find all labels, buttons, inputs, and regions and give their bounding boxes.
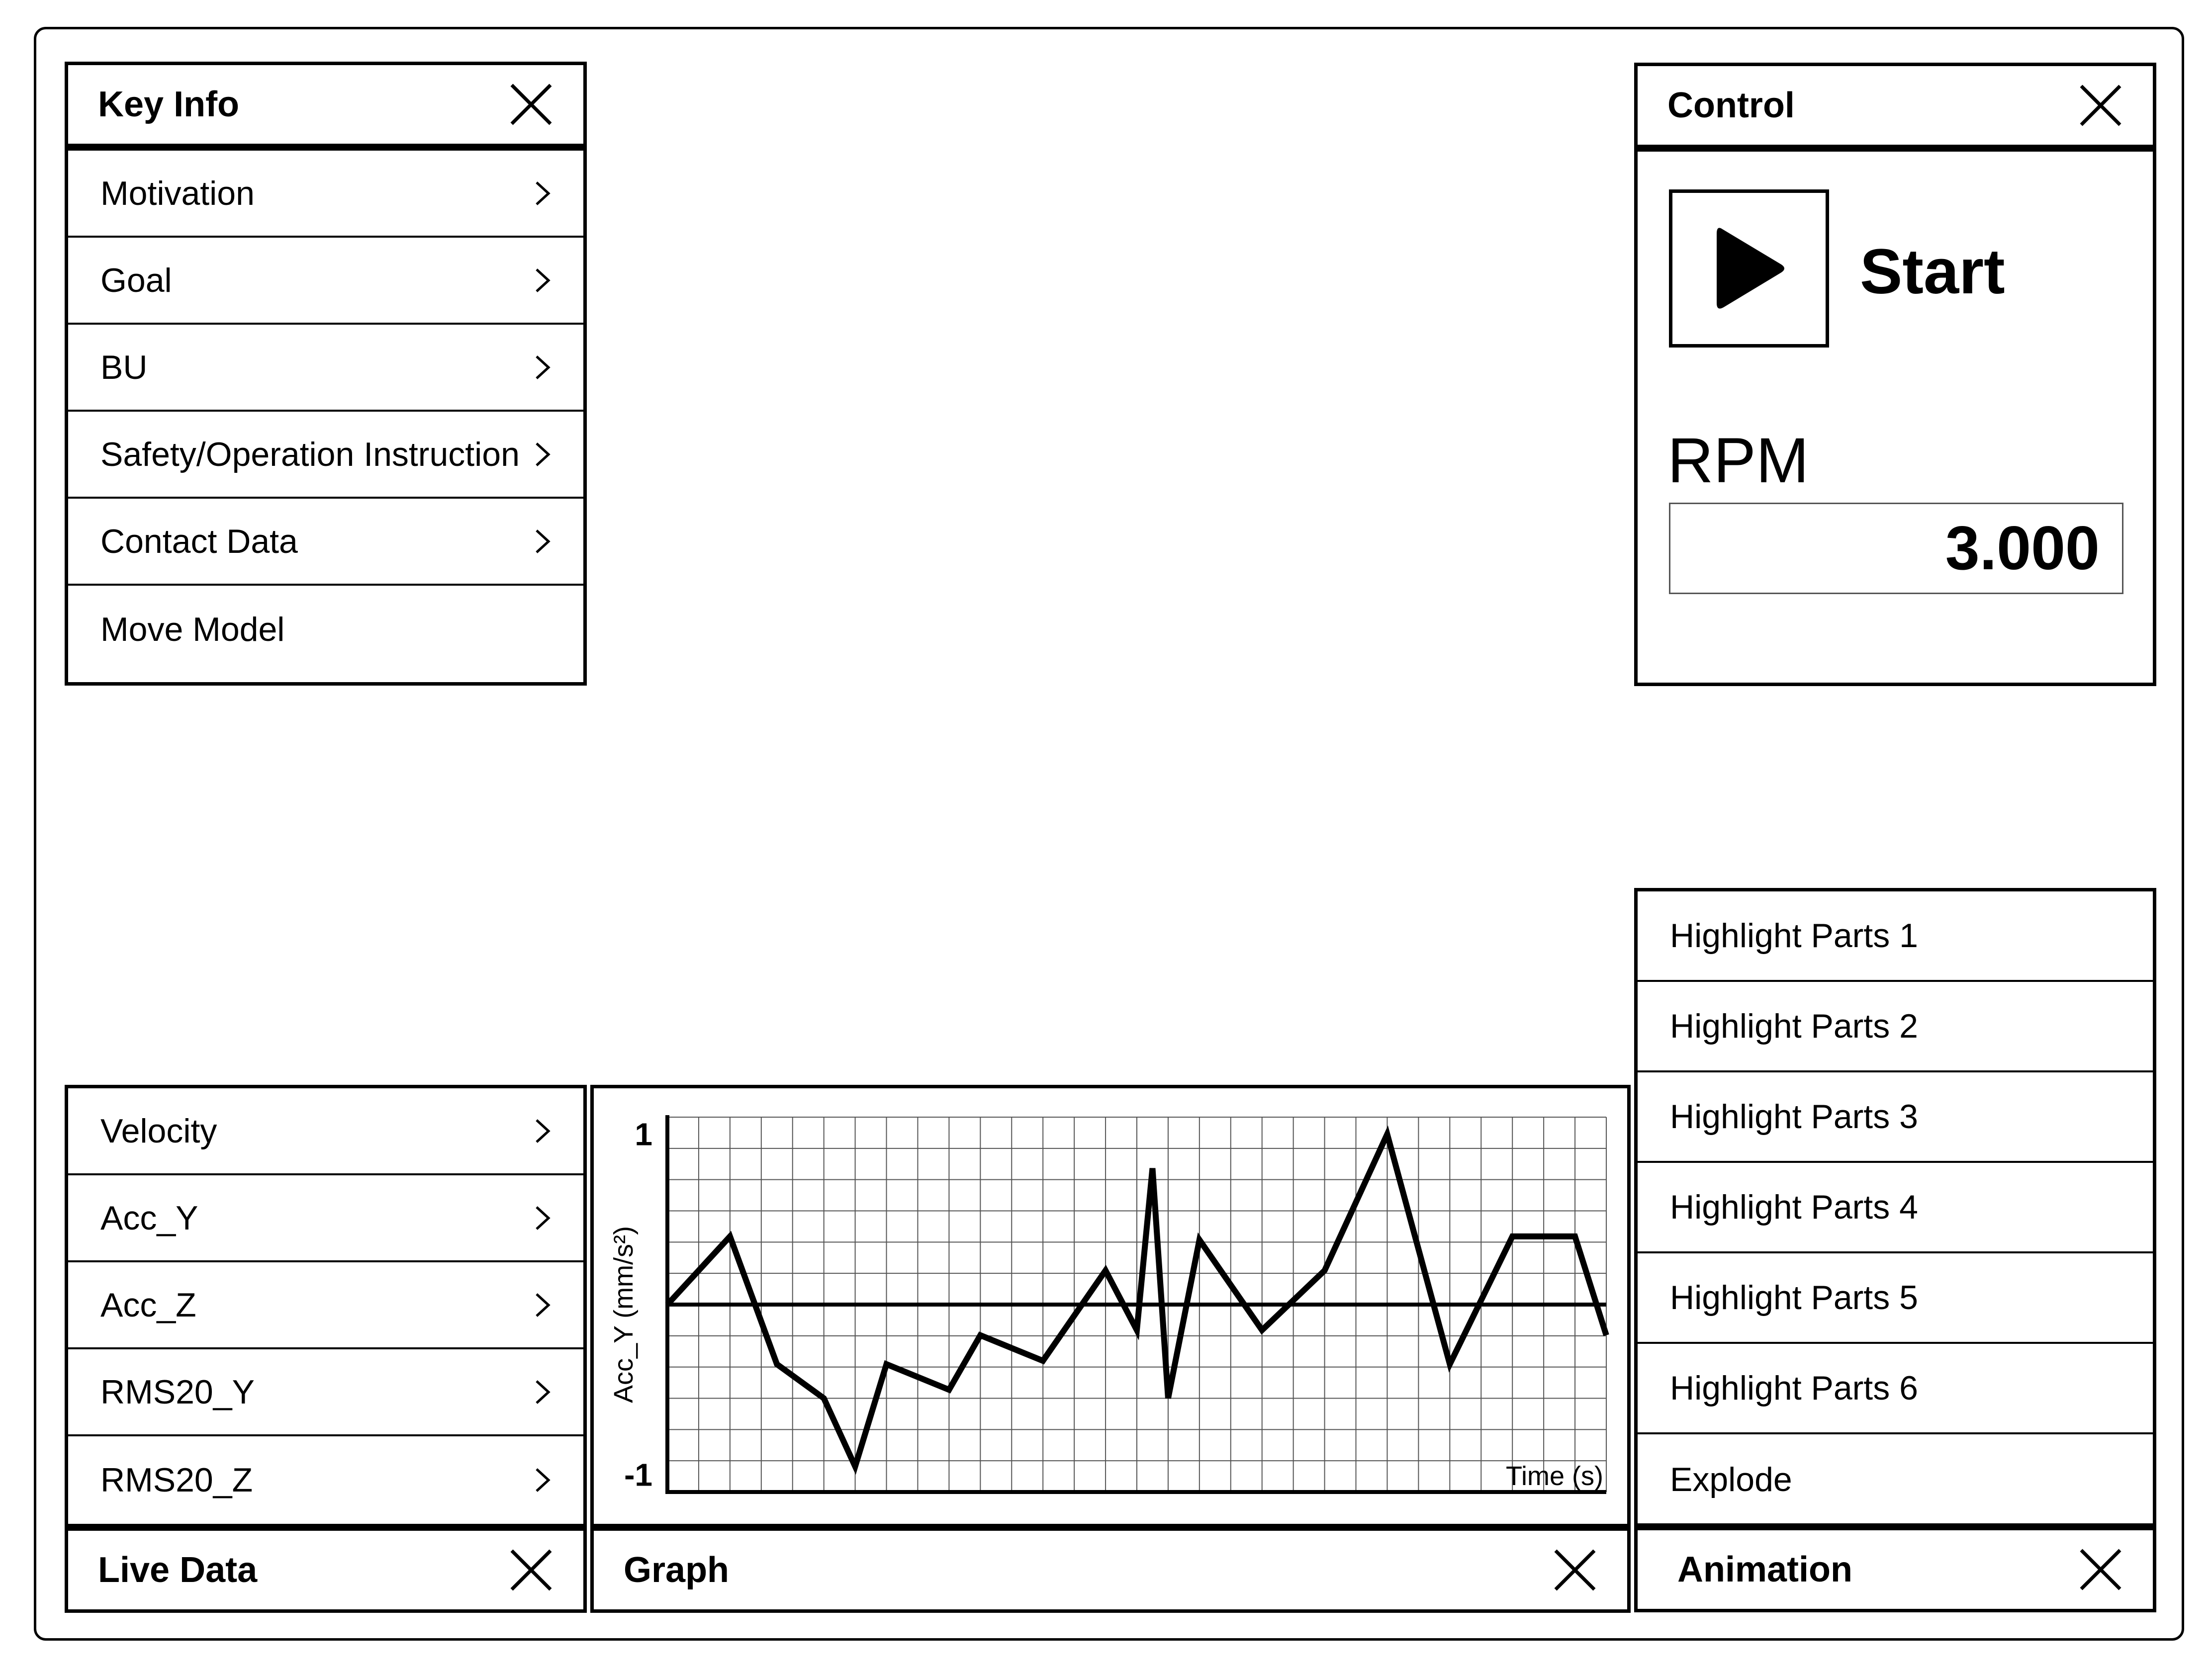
list-item-label: Highlight Parts 1 [1670,917,1918,955]
animation-list [1638,891,2153,1525]
animation-item-explode[interactable] [1638,1434,2153,1525]
live-data-panel [65,1085,587,1613]
chevron-right-icon [532,527,553,555]
list-item-label: Contact Data [100,522,298,560]
animation-item-highlight-parts-4[interactable] [1638,1163,2153,1253]
animation-item-highlight-parts-6[interactable] [1638,1344,2153,1434]
animation-item-highlight-parts-1[interactable] [1638,891,2153,982]
list-item-label: Goal [100,261,172,299]
rpm-label: RPM [1667,425,1809,496]
animation-title: Animation [1677,1550,1852,1589]
key-info-item-move-model[interactable] [68,586,583,673]
key-info-item-safety[interactable] [68,412,583,499]
y-axis-label: Acc_Y (mm/s²) [609,1226,639,1404]
list-item-label: Highlight Parts 4 [1670,1188,1918,1226]
live-data-title: Live Data [98,1550,258,1590]
play-button[interactable] [1669,189,1829,348]
key-info-item-bu[interactable] [68,325,583,412]
y-tick-label-bottom: -1 [624,1457,652,1493]
chevron-right-icon [532,440,553,468]
key-info-header [68,65,583,151]
graph-title: Graph [624,1550,730,1590]
list-item-label: Highlight Parts 6 [1670,1369,1918,1407]
chevron-right-icon [532,179,553,207]
close-icon[interactable] [509,1548,553,1592]
chevron-right-icon [532,1117,553,1145]
animation-header [1638,1523,2153,1609]
y-tick-label-top: 1 [635,1116,652,1152]
list-item-label: BU [100,348,148,386]
chevron-right-icon [532,353,553,381]
graph-panel [590,1085,1631,1613]
control-panel [1634,63,2156,686]
list-item-label: Velocity [100,1112,217,1150]
list-item-label: Acc_Z [100,1286,196,1324]
list-item-label: Explode [1670,1461,1792,1498]
list-item-label: Motivation [100,174,255,212]
animation-panel [1634,888,2156,1612]
animation-item-highlight-parts-2[interactable] [1638,982,2153,1072]
key-info-item-motivation[interactable] [68,151,583,238]
key-info-item-contact[interactable] [68,499,583,586]
acc-y-chart [594,1088,1627,1516]
control-header [1638,66,2153,152]
key-info-panel [65,62,587,686]
control-title: Control [1667,86,1795,125]
animation-item-highlight-parts-3[interactable] [1638,1072,2153,1163]
key-info-item-goal[interactable] [68,238,583,325]
close-icon[interactable] [2078,1547,2123,1592]
start-label[interactable]: Start [1860,236,2005,307]
close-icon[interactable] [509,82,553,127]
play-icon [1707,219,1791,318]
live-data-list [68,1088,583,1523]
list-item-label: Highlight Parts 3 [1670,1098,1918,1136]
chevron-right-icon [532,1378,553,1406]
live-data-item-rms20-z[interactable] [68,1436,583,1523]
list-item-label: RMS20_Y [100,1373,255,1411]
live-data-item-velocity[interactable] [68,1088,583,1175]
graph-header [594,1524,1627,1609]
list-item-label: RMS20_Z [100,1461,253,1499]
live-data-header [68,1524,583,1609]
rpm-input[interactable]: 3.000 [1669,503,2123,594]
chevron-right-icon [532,266,553,294]
live-data-item-rms20-y[interactable] [68,1349,583,1436]
live-data-item-acc-y[interactable] [68,1175,583,1262]
chevron-right-icon [532,1466,553,1494]
chevron-right-icon [532,1291,553,1319]
animation-item-highlight-parts-5[interactable] [1638,1253,2153,1344]
x-axis-label: Time (s) [1506,1461,1603,1491]
chevron-right-icon [532,1204,553,1232]
list-item-label: Highlight Parts 2 [1670,1007,1918,1045]
list-item-label: Acc_Y [100,1199,198,1237]
close-icon[interactable] [1553,1548,1597,1592]
list-item-label: Highlight Parts 5 [1670,1279,1918,1317]
close-icon[interactable] [2078,83,2123,128]
key-info-title: Key Info [98,85,240,124]
list-item-label: Move Model [100,610,285,648]
list-item-label: Safety/Operation Instruction [100,435,520,473]
live-data-item-acc-z[interactable] [68,1262,583,1349]
key-info-list [68,151,583,673]
